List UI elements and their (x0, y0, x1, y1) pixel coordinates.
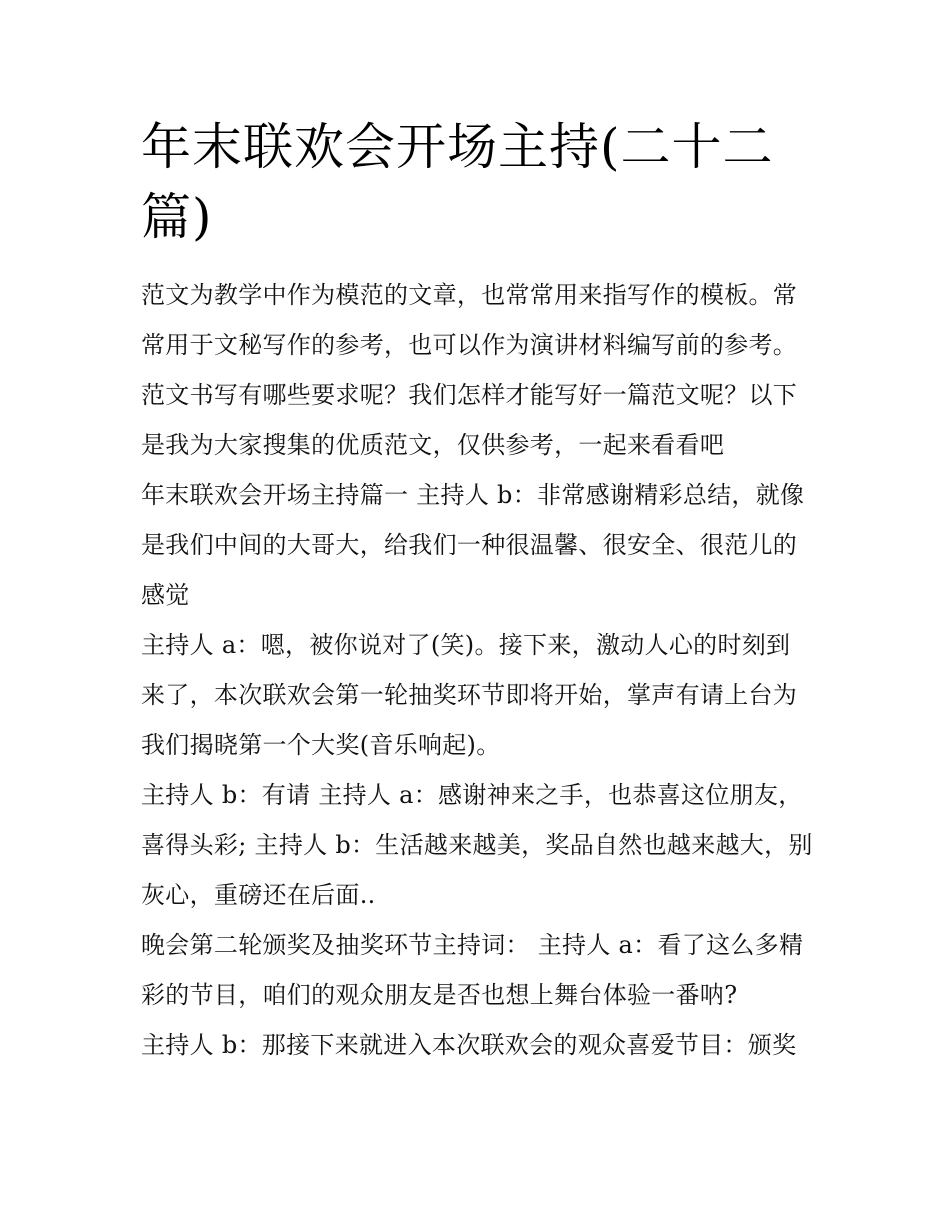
document-body (141, 270, 813, 1070)
paragraph-audience-favorite: 主持人 b：那接下来就进入本次联欢会的观众喜爱节目：颁奖 (141, 1031, 797, 1059)
paragraph-intro: 范文为教学中作为模范的文章，也常常用来指写作的模板。常常用于文秘写作的参考，也可以作为演讲材料编写前的参考。范文书写有哪些要求呢？我们怎样才能写好一篇范文呢？以下是我为大家搜集的优质范文，仅供参考，一起来看看吧 (141, 281, 798, 459)
paragraph-second-round: 晚会第二轮颁奖及抽奖环节主持词： 主持人 a：看了这么多精彩的节目，咱们的观众朋友是否也想上舞台体验一番呐? (141, 931, 804, 1009)
document-page (141, 112, 813, 1070)
paragraph-host-b-invite: 主持人 b：有请 主持人 a：感谢神来之手，也恭喜这位朋友，喜得头彩; 主持人 b：生活越来越美，奖品自然也越来越大，别灰心，重磅还在后面.. (141, 781, 813, 909)
paragraph-part-one: 年末联欢会开场主持篇一 主持人 b：非常感谢精彩总结，就像是我们中间的大哥大，给我们一种很温馨、很安全、很范儿的感觉 (141, 481, 805, 609)
document-title: 年末联欢会开场主持(二十二篇) (141, 118, 774, 246)
paragraph-host-a-lottery: 主持人 a：嗯，被你说对了(笑)。接下来，激动人心的时刻到来了，本次联欢会第一轮抽奖环节即将开始，掌声有请上台为我们揭晓第一个大奖(音乐响起)。 (141, 631, 798, 759)
